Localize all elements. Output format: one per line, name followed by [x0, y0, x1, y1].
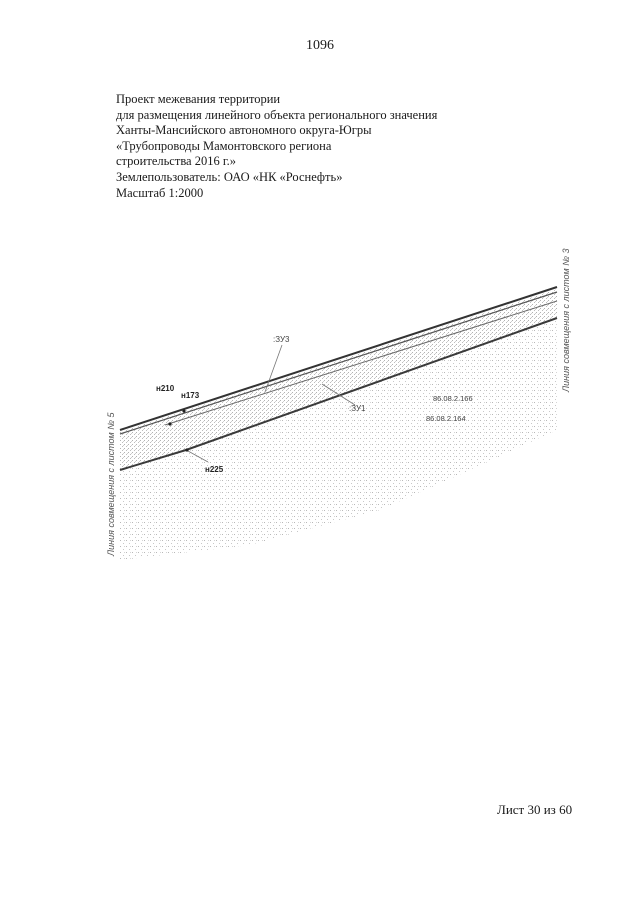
zone-label-zu1: :ЗУ1	[349, 404, 366, 413]
sheet-number: Лист 30 из 60	[497, 802, 573, 817]
zone-label-zu3: :ЗУ3	[273, 335, 290, 344]
header-line-object: «Трубопроводы Мамонтовского региона	[116, 138, 332, 153]
header-line-scale: Масштаб 1:2000	[116, 185, 204, 200]
parcel-label-166: 86.08.2.166	[433, 394, 473, 403]
header-line-purpose: для размещения линейного объекта регионального значения	[116, 107, 438, 122]
parcel-label-164: 86.08.2.164	[426, 414, 466, 423]
match-line-label-left: Линия совмещения с листом № 5	[106, 412, 116, 556]
point-label-n173: н173	[181, 391, 200, 400]
header-line-title: Проект межевания территории	[116, 92, 281, 106]
point-marker-n173	[182, 409, 185, 412]
header-line-year: строительства 2016 г.»	[116, 154, 236, 169]
point-marker-n225	[185, 448, 188, 451]
match-line-label-right: Линия совмещения с листом № 3	[561, 248, 571, 392]
point-marker-n210	[168, 422, 171, 425]
point-label-n225: н225	[205, 465, 224, 474]
point-label-n210: н210	[156, 384, 175, 393]
header-line-land-user: Землепользователь: ОАО «НК «Роснефть»	[116, 169, 343, 184]
header-line-region: Ханты-Мансийского автономного округа-Югры	[116, 123, 372, 138]
page-number: 1096	[306, 38, 334, 53]
